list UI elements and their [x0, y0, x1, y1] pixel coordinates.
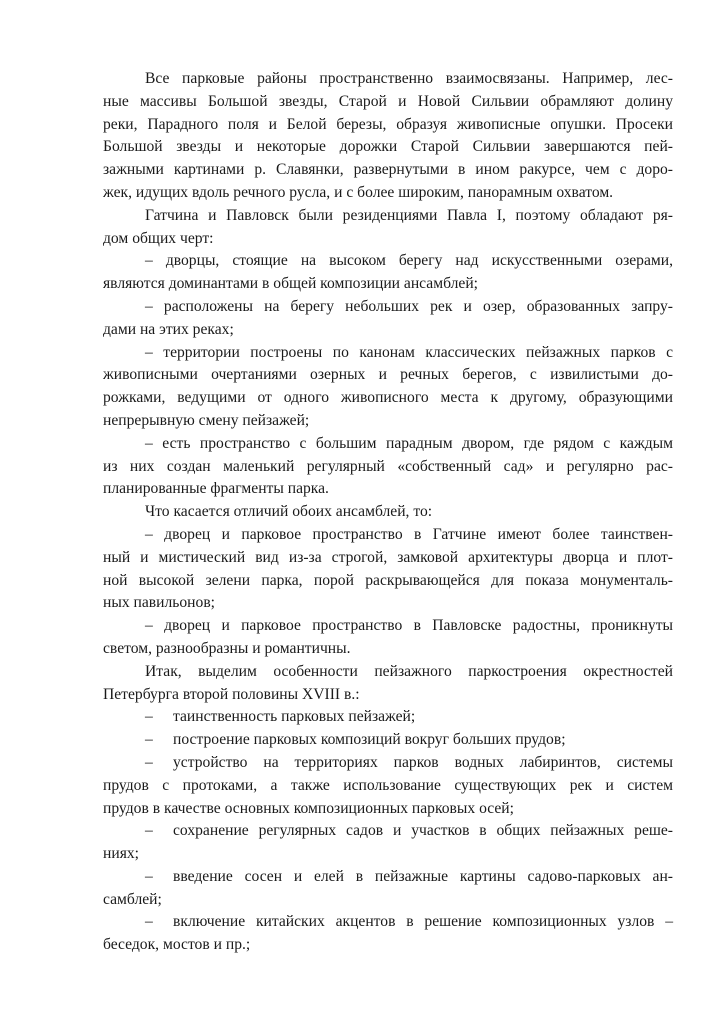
text-line: жек, идущих вдоль речного русла, и с более широким, панорамным охватом.	[103, 183, 614, 201]
text-line: – дворец и парковое пространство в Гатчине имеют более таинствен-	[145, 525, 673, 543]
list-item-text: таинственность парковых пейзажей;	[173, 708, 416, 726]
list-item-text: включение китайских акцентов в решение композиционных узлов –	[173, 913, 673, 931]
text-line: дами на этих реках;	[103, 320, 234, 338]
list-item-text: устройство на территориях парков водных лабиринтов, системы	[173, 753, 673, 771]
text-line: прудов в качестве основных композиционных парковых осей;	[103, 799, 514, 817]
text-line: – есть пространство с большим парадным двором, где рядом с каждым	[145, 434, 673, 452]
text-line: Итак, выделим особенности пейзажного паркостроения окрестностей	[145, 662, 673, 680]
list-item	[103, 866, 673, 889]
bullet-dash: –	[145, 822, 153, 840]
text-line: непрерывную смену пейзажей;	[103, 411, 310, 429]
text-line: ниях;	[103, 845, 139, 863]
text-line: – дворцы, стоящие на высоком берегу над искусственными озерами,	[145, 252, 673, 270]
bullet-dash: –	[145, 731, 153, 749]
bullet-dash: –	[145, 867, 153, 885]
text-line: ных павильонов;	[103, 594, 216, 612]
text-line: светом, разнообразны и романтичны.	[103, 639, 351, 657]
text-line: являются доминантами в общей композиции ансамблей;	[103, 275, 479, 293]
text-line: зажными картинами р. Славянки, развернутыми в ином ракурсе, чем с доро-	[103, 161, 673, 179]
text-line: – территории построены по канонам классических пейзажных парков с	[145, 343, 673, 361]
text-line: ной высокой зелени парка, порой раскрывающейся для показа монументаль-	[103, 571, 673, 589]
text-line: живописными очертаниями озерных и речных берегов, с извилистыми до-	[103, 366, 673, 384]
text-line: прудов с протоками, а также использование существующих рек и систем	[103, 776, 673, 794]
text-line: самблей;	[103, 890, 162, 908]
text-line: – расположены на берегу небольших рек и озер, образованных запру-	[145, 297, 673, 315]
text-line: Петербурга второй половины XVIII в.:	[103, 685, 360, 703]
list-item	[103, 706, 673, 729]
bullet-dash: –	[145, 708, 153, 726]
list-item	[103, 729, 673, 752]
list-item-text: введение сосен и елей в пейзажные картины садово-парковых ан-	[173, 867, 673, 885]
text-line: из них создан маленький регулярный «собственный сад» и регулярно рас-	[103, 457, 673, 475]
list-item-text: сохранение регулярных садов и участков в общих пейзажных реше-	[173, 822, 673, 840]
text-line: ные массивы Большой звезды, Старой и Новой Сильвии обрамляют долину	[103, 92, 673, 110]
text-line: Все парковые районы пространственно взаимосвязаны. Например, лес-	[145, 70, 673, 87]
text-line: беседок, мостов и пр.;	[103, 936, 251, 954]
list-item	[103, 820, 673, 843]
text-line: – дворец и парковое пространство в Павловске радостны, проникнуты	[145, 617, 673, 635]
text-line: Гатчина и Павловск были резиденциями Павла I, поэтому обладают ря-	[145, 206, 673, 224]
text-line: планированные фрагменты парка.	[103, 480, 329, 498]
text-line: Большой звезды и некоторые дорожки Старой Сильвии завершаются пей-	[103, 138, 673, 156]
body-text	[103, 68, 673, 957]
bullet-dash: –	[145, 753, 153, 771]
bullet-dash: –	[145, 913, 153, 931]
list-item	[103, 752, 673, 775]
text-line: Что касается отличий обоих ансамблей, то:	[145, 503, 433, 521]
list-item-text: построение парковых композиций вокруг больших прудов;	[173, 731, 566, 749]
text-line: рожками, ведущими от одного живописного места к другому, образующими	[103, 389, 673, 407]
text-line: дом общих черт:	[103, 229, 214, 247]
list-item	[103, 911, 673, 934]
text-line: ный и мистический вид из-за строгой, замковой архитектуры дворца и плот-	[103, 548, 673, 566]
text-line: реки, Парадного поля и Белой березы, образуя живописные опушки. Просеки	[103, 115, 673, 133]
